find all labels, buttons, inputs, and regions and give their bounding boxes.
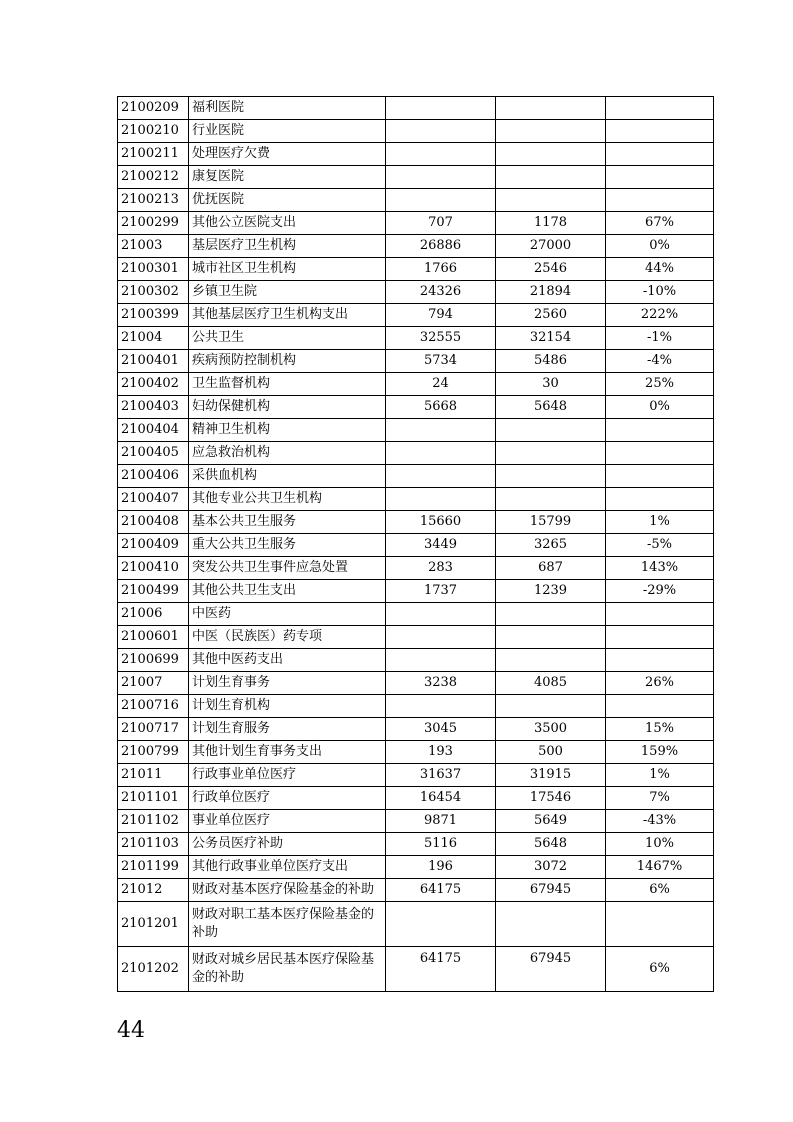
table-row — [118, 718, 714, 741]
row-name: 计划生育机构 — [189, 695, 386, 718]
row-code: 2101101 — [118, 787, 189, 810]
row-prev-value: 64175 — [386, 879, 496, 902]
row-curr-value: 2546 — [496, 258, 606, 281]
row-change — [606, 649, 714, 672]
row-curr-value — [496, 465, 606, 488]
row-prev-value — [386, 97, 496, 120]
table-row — [118, 235, 714, 258]
row-name: 公务员医疗补助 — [189, 833, 386, 856]
row-prev-value — [386, 695, 496, 718]
table-row — [118, 281, 714, 304]
table-row — [118, 488, 714, 511]
row-code: 2100601 — [118, 626, 189, 649]
row-curr-value: 500 — [496, 741, 606, 764]
row-change — [606, 488, 714, 511]
row-change — [606, 143, 714, 166]
row-change — [606, 626, 714, 649]
row-curr-value — [496, 902, 606, 947]
row-code: 2100499 — [118, 580, 189, 603]
row-code: 2100301 — [118, 258, 189, 281]
table-row — [118, 810, 714, 833]
row-code: 2100401 — [118, 350, 189, 373]
row-code: 21004 — [118, 327, 189, 350]
row-prev-value — [386, 166, 496, 189]
row-name: 公共卫生 — [189, 327, 386, 350]
row-change: 1467% — [606, 856, 714, 879]
row-curr-value: 5649 — [496, 810, 606, 833]
row-change — [606, 166, 714, 189]
row-curr-value — [496, 166, 606, 189]
row-name: 财政对职工基本医疗保险基金的补助 — [189, 902, 386, 947]
budget-table-body — [118, 97, 714, 992]
table-row — [118, 442, 714, 465]
row-code: 2100717 — [118, 718, 189, 741]
row-name: 重大公共卫生服务 — [189, 534, 386, 557]
table-row — [118, 947, 714, 992]
row-code: 2100799 — [118, 741, 189, 764]
row-change: 143% — [606, 557, 714, 580]
row-prev-value: 196 — [386, 856, 496, 879]
row-curr-value — [496, 97, 606, 120]
row-curr-value: 1178 — [496, 212, 606, 235]
row-code: 21006 — [118, 603, 189, 626]
table-row — [118, 764, 714, 787]
row-code: 2100402 — [118, 373, 189, 396]
row-name: 计划生育事务 — [189, 672, 386, 695]
row-change — [606, 603, 714, 626]
table-row — [118, 856, 714, 879]
row-code: 21007 — [118, 672, 189, 695]
row-prev-value: 5116 — [386, 833, 496, 856]
table-row — [118, 649, 714, 672]
row-name: 其他中医药支出 — [189, 649, 386, 672]
row-curr-value — [496, 488, 606, 511]
table-row — [118, 189, 714, 212]
row-code: 2100407 — [118, 488, 189, 511]
row-name: 其他公立医院支出 — [189, 212, 386, 235]
table-row — [118, 741, 714, 764]
row-code: 2101201 — [118, 902, 189, 947]
row-code: 2100302 — [118, 281, 189, 304]
table-row — [118, 902, 714, 947]
row-prev-value: 64175 — [386, 947, 496, 992]
row-prev-value — [386, 626, 496, 649]
table-row — [118, 672, 714, 695]
table-row — [118, 465, 714, 488]
row-curr-value: 3265 — [496, 534, 606, 557]
table-row — [118, 97, 714, 120]
row-prev-value — [386, 442, 496, 465]
row-code: 21003 — [118, 235, 189, 258]
row-change: 26% — [606, 672, 714, 695]
table-row — [118, 373, 714, 396]
row-curr-value: 15799 — [496, 511, 606, 534]
row-prev-value — [386, 465, 496, 488]
row-change: 6% — [606, 947, 714, 992]
row-prev-value — [386, 649, 496, 672]
table-row — [118, 626, 714, 649]
row-curr-value — [496, 189, 606, 212]
row-change: 1% — [606, 764, 714, 787]
row-name: 康复医院 — [189, 166, 386, 189]
row-prev-value — [386, 603, 496, 626]
row-change: -5% — [606, 534, 714, 557]
row-curr-value: 27000 — [496, 235, 606, 258]
table-row — [118, 419, 714, 442]
row-change — [606, 695, 714, 718]
row-change: 67% — [606, 212, 714, 235]
row-code: 2100209 — [118, 97, 189, 120]
row-code: 2101199 — [118, 856, 189, 879]
row-prev-value: 24326 — [386, 281, 496, 304]
row-code: 2100699 — [118, 649, 189, 672]
row-name: 突发公共卫生事件应急处置 — [189, 557, 386, 580]
table-row — [118, 695, 714, 718]
row-change — [606, 419, 714, 442]
row-code: 2100405 — [118, 442, 189, 465]
table-row — [118, 580, 714, 603]
row-name: 疾病预防控制机构 — [189, 350, 386, 373]
row-code: 2100406 — [118, 465, 189, 488]
row-curr-value — [496, 143, 606, 166]
row-curr-value: 17546 — [496, 787, 606, 810]
table-row — [118, 787, 714, 810]
row-prev-value: 3045 — [386, 718, 496, 741]
row-code: 2100211 — [118, 143, 189, 166]
row-change: 222% — [606, 304, 714, 327]
row-code: 2101202 — [118, 947, 189, 992]
row-curr-value — [496, 442, 606, 465]
row-prev-value: 794 — [386, 304, 496, 327]
row-code: 2100299 — [118, 212, 189, 235]
row-name: 基层医疗卫生机构 — [189, 235, 386, 258]
row-prev-value: 16454 — [386, 787, 496, 810]
table-row — [118, 879, 714, 902]
row-prev-value: 26886 — [386, 235, 496, 258]
row-name: 事业单位医疗 — [189, 810, 386, 833]
table-row — [118, 557, 714, 580]
row-prev-value: 193 — [386, 741, 496, 764]
row-name: 中医药 — [189, 603, 386, 626]
row-curr-value: 31915 — [496, 764, 606, 787]
row-change: -29% — [606, 580, 714, 603]
row-change: 15% — [606, 718, 714, 741]
row-curr-value — [496, 649, 606, 672]
row-code: 21012 — [118, 879, 189, 902]
row-name: 福利医院 — [189, 97, 386, 120]
table-row — [118, 396, 714, 419]
row-curr-value — [496, 626, 606, 649]
row-name: 卫生监督机构 — [189, 373, 386, 396]
row-curr-value: 32154 — [496, 327, 606, 350]
row-curr-value: 67945 — [496, 947, 606, 992]
row-prev-value: 5668 — [386, 396, 496, 419]
row-change: 0% — [606, 396, 714, 419]
row-code: 2101103 — [118, 833, 189, 856]
page-number: 44 — [117, 1018, 145, 1043]
row-prev-value — [386, 902, 496, 947]
table-row — [118, 143, 714, 166]
row-curr-value — [496, 695, 606, 718]
row-curr-value: 1239 — [496, 580, 606, 603]
row-curr-value: 30 — [496, 373, 606, 396]
row-code: 2100716 — [118, 695, 189, 718]
row-name: 行政事业单位医疗 — [189, 764, 386, 787]
row-name: 其他专业公共卫生机构 — [189, 488, 386, 511]
row-prev-value: 1766 — [386, 258, 496, 281]
row-prev-value: 1737 — [386, 580, 496, 603]
row-curr-value: 3500 — [496, 718, 606, 741]
row-change: 25% — [606, 373, 714, 396]
row-code: 2100404 — [118, 419, 189, 442]
row-curr-value — [496, 419, 606, 442]
row-prev-value: 32555 — [386, 327, 496, 350]
row-code: 2101102 — [118, 810, 189, 833]
table-row — [118, 304, 714, 327]
row-code: 2100399 — [118, 304, 189, 327]
row-name: 行业医院 — [189, 120, 386, 143]
row-code: 2100403 — [118, 396, 189, 419]
row-name: 其他基层医疗卫生机构支出 — [189, 304, 386, 327]
row-name: 其他行政事业单位医疗支出 — [189, 856, 386, 879]
row-name: 基本公共卫生服务 — [189, 511, 386, 534]
row-name: 城市社区卫生机构 — [189, 258, 386, 281]
row-name: 妇幼保健机构 — [189, 396, 386, 419]
row-name: 处理医疗欠费 — [189, 143, 386, 166]
row-code: 2100408 — [118, 511, 189, 534]
row-curr-value: 5648 — [496, 833, 606, 856]
row-prev-value — [386, 120, 496, 143]
row-change: -1% — [606, 327, 714, 350]
row-name: 优抚医院 — [189, 189, 386, 212]
row-change: 159% — [606, 741, 714, 764]
table-row — [118, 258, 714, 281]
row-name: 计划生育服务 — [189, 718, 386, 741]
table-row — [118, 120, 714, 143]
row-curr-value: 4085 — [496, 672, 606, 695]
row-curr-value: 5648 — [496, 396, 606, 419]
row-prev-value: 283 — [386, 557, 496, 580]
row-name: 乡镇卫生院 — [189, 281, 386, 304]
row-curr-value — [496, 120, 606, 143]
row-name: 应急救治机构 — [189, 442, 386, 465]
row-curr-value: 3072 — [496, 856, 606, 879]
row-prev-value: 24 — [386, 373, 496, 396]
row-code: 21011 — [118, 764, 189, 787]
row-change — [606, 120, 714, 143]
row-curr-value: 5486 — [496, 350, 606, 373]
row-change: -43% — [606, 810, 714, 833]
table-row — [118, 350, 714, 373]
row-change: 0% — [606, 235, 714, 258]
row-name: 行政单位医疗 — [189, 787, 386, 810]
row-prev-value: 5734 — [386, 350, 496, 373]
row-code: 2100410 — [118, 557, 189, 580]
row-name: 中医（民族医）药专项 — [189, 626, 386, 649]
table-row — [118, 327, 714, 350]
row-change — [606, 902, 714, 947]
row-curr-value: 67945 — [496, 879, 606, 902]
row-curr-value — [496, 603, 606, 626]
row-curr-value: 2560 — [496, 304, 606, 327]
row-curr-value: 21894 — [496, 281, 606, 304]
table-row — [118, 166, 714, 189]
row-prev-value: 15660 — [386, 511, 496, 534]
row-code: 2100409 — [118, 534, 189, 557]
row-name: 采供血机构 — [189, 465, 386, 488]
row-prev-value: 707 — [386, 212, 496, 235]
row-code: 2100213 — [118, 189, 189, 212]
table-row — [118, 833, 714, 856]
row-name: 精神卫生机构 — [189, 419, 386, 442]
row-prev-value — [386, 419, 496, 442]
row-code: 2100210 — [118, 120, 189, 143]
row-change — [606, 465, 714, 488]
row-name: 其他公共卫生支出 — [189, 580, 386, 603]
row-change: -10% — [606, 281, 714, 304]
row-name: 财政对基本医疗保险基金的补助 — [189, 879, 386, 902]
row-change: 44% — [606, 258, 714, 281]
row-name: 其他计划生育事务支出 — [189, 741, 386, 764]
budget-table — [117, 96, 714, 992]
table-row — [118, 534, 714, 557]
row-prev-value — [386, 488, 496, 511]
row-change: 6% — [606, 879, 714, 902]
table-row — [118, 511, 714, 534]
row-change: 1% — [606, 511, 714, 534]
row-name: 财政对城乡居民基本医疗保险基金的补助 — [189, 947, 386, 992]
row-curr-value: 687 — [496, 557, 606, 580]
row-change — [606, 442, 714, 465]
row-prev-value: 3238 — [386, 672, 496, 695]
row-change: 10% — [606, 833, 714, 856]
row-change — [606, 189, 714, 212]
row-prev-value: 3449 — [386, 534, 496, 557]
row-change — [606, 97, 714, 120]
table-row — [118, 212, 714, 235]
row-change: -4% — [606, 350, 714, 373]
table-row — [118, 603, 714, 626]
row-code: 2100212 — [118, 166, 189, 189]
row-change: 7% — [606, 787, 714, 810]
row-prev-value — [386, 143, 496, 166]
row-prev-value — [386, 189, 496, 212]
row-prev-value: 31637 — [386, 764, 496, 787]
row-prev-value: 9871 — [386, 810, 496, 833]
